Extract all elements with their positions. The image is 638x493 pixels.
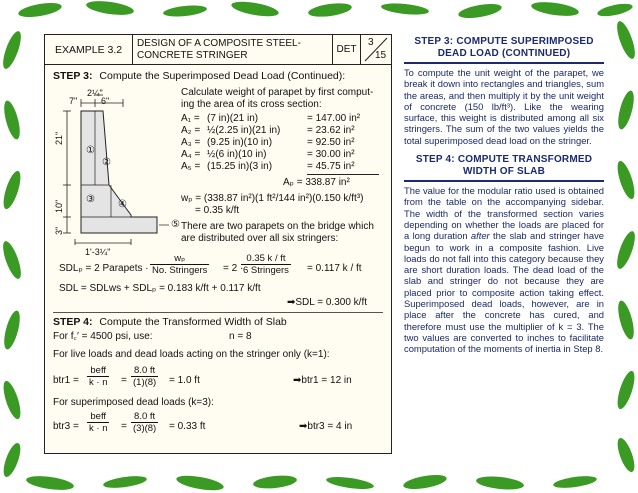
dim-10: 10" [54,199,64,213]
area-row-expr: ½(2.25 in)(21 in) [207,125,281,136]
area-row-label: A₂ = [181,125,201,136]
step3-intro-1: Calculate weight of parapet by first comput- [181,87,374,98]
sdlp-denominator-2: 6 Stringers [243,265,289,276]
area-row-value: = 23.62 in² [307,125,355,136]
beff-numerator: beff [87,411,109,423]
region-label-4: ④ [118,199,127,210]
sdlp-lhs: SDLₚ = 2 Parapets · [59,263,149,274]
btr1-fraction-2 [131,365,158,388]
worksheet-header [45,35,391,65]
sidebar-heading-step3 [404,34,604,64]
sidebar-heading-step4-line1: STEP 4: COMPUTE TRANSFORMED [415,154,593,166]
commentary-sidebar [404,34,604,454]
step4-heading [53,316,287,328]
dim-top-b: 7" [69,96,78,106]
area-row-value: = 147.00 in² [307,113,361,124]
step3-label: STEP 3: [53,70,93,82]
parapet-cross-section-diagram [51,85,171,245]
area-row-expr: ½(6 in)(10 in) [207,149,267,160]
sdlp-mid: = 2 · [223,263,244,274]
sdl-sum-line: SDL = SDLws + SDLₚ = 0.183 k/ft + 0.117 k/ft [59,283,261,294]
btr3-label: btr3 = [53,421,79,432]
parapet-para-2: are distributed over all six stringers: [181,233,339,244]
parapet-weight-line-2: = 0.35 k/ft [195,205,240,216]
region-label-3: ③ [86,194,95,205]
leaf-border-bottom [0,469,638,493]
parapet-weight-line-1: wₚ = (338.87 in²)(1 ft²/144 in²)(0.150 k/ft³) [181,193,364,204]
sdlp-fraction-1 [150,253,209,276]
sidebar-heading-step3-line2: DEAD LOAD (CONTINUED) [437,48,571,59]
btr1-numerator: 8.0 ft [131,365,158,377]
btr1-result: = 1.0 ft [169,375,200,386]
dim-top-c: 6" [101,96,110,106]
btr3-final: ➡btr3 = 4 in [299,421,353,432]
btr1-final: ➡btr1 = 12 in [293,375,352,386]
section-divider [53,312,383,313]
area-row-expr: (15.25 in)(3 in) [207,161,273,172]
page-number: 3 [368,37,374,48]
sidebar-p2-emphasis: after [470,230,490,242]
title-line-1: DESIGN OF A COMPOSITE STEEL- [137,37,301,49]
btr1-fraction-1 [87,365,109,388]
step3-heading [53,70,345,82]
area-row-label: A₃ = [181,137,201,148]
page-total: 15 [375,50,387,61]
area-row-expr: (7 in)(21 in) [207,113,259,124]
kn-denominator: k · n [89,423,108,434]
leaf-border-right [608,0,638,493]
page-indicator [361,35,391,64]
sdlp-fraction-2 [241,253,291,276]
area-row-label: A₅ = [181,161,201,172]
sidebar-heading-step3-line1: STEP 3: COMPUTE SUPERIMPOSED [414,36,594,47]
region-label-5: ⑤ [171,219,180,230]
area-row-label: A₄ = [181,149,201,160]
btr1-denominator: (1)(8) [133,377,157,388]
area-row-label: A₁ = [181,113,200,124]
sidebar-paragraph-step4 [404,185,604,354]
area-total: Aₚ = 338.87 in² [283,177,350,188]
area-row-expr: (9.25 in)(10 in) [207,137,273,148]
modular-ratio: n = 8 [229,331,252,342]
dim-top-a: 2¼" [87,88,103,98]
area-row-value: = 92.50 in² [307,137,355,148]
sdlp-numerator-1: wₚ [150,253,209,265]
btr3-denominator: (3)(8) [133,423,157,434]
region-label-2: ② [102,157,111,168]
area-row-value: = 45.75 in² [307,161,355,172]
sdlp-denominator-1: No. Stringers [152,265,208,276]
dim-21: 21" [54,131,64,145]
worksheet-panel [44,34,392,454]
btr3-equals: = [121,421,127,432]
author-initials: DET [333,35,361,64]
parapet-para-1: There are two parapets on the bridge which [181,221,374,232]
sidebar-heading-step4-line2: WIDTH OF SLAB [462,166,546,178]
btr3-fraction-2 [131,411,158,434]
area-sum-rule [307,174,379,175]
live-load-line: For live loads and dead loads acting on the stringer only (k=1): [53,349,330,360]
sidebar-p2-part-a: The value for the modular ratio used is obtained from the table on the accompanying sidebar. The width of the transformed section varies depending on whether the loads are placed for a long duration [404,185,604,242]
title-line-2: CONCRETE STRINGER [137,49,248,61]
btr3-result: = 0.33 ft [169,421,206,432]
sdl-result: ➡SDL = 0.300 k/ft [287,297,367,308]
step3-intro-2: ing the area of its cross section: [181,99,322,110]
sdlp-result: = 0.117 k / ft [307,263,362,274]
dim-bottom: 1'-3¼" [85,247,111,257]
kn-denominator: k · n [89,377,108,388]
btr3-fraction-1 [87,411,109,434]
sidebar-paragraph-step3: To compute the unit weight of the parapet, we break it down into rectangles and triangles, sum the areas, and then multiply it by the unit weight of concrete (150 lb/ft³). Like the wearing surface, this weight is distributed among all six stringers. The sum of the two values yields the total superimposed dead load on the stringer. [404,67,604,146]
leaf-border-top [0,0,638,24]
superimposed-line: For superimposed dead loads (k=3): [53,397,214,408]
step3-heading-text: Compute the Superimposed Dead Load (Continued): [99,70,346,82]
example-title [133,35,333,64]
sidebar-heading-step4 [404,152,604,182]
fc-line: For f꜀′ = 4500 psi, use: [53,331,153,342]
beff-numerator: beff [87,365,109,377]
example-number: EXAMPLE 3.2 [45,35,133,64]
step4-label: STEP 4: [53,316,93,328]
step4-heading-text: Compute the Transformed Width of Slab [99,316,287,328]
sdlp-numerator-2: 0.35 k / ft [241,253,291,265]
area-row-value: = 30.00 in² [307,149,355,160]
btr1-equals: = [121,375,127,386]
dim-3: 3" [54,226,64,235]
sidebar-p2-part-b: the slab and stringer have begun to work in a composite fashion. Live loads do not fall into this category because they are short duration loads. The dead load of the slab and stringer do not because they are placed prior to composite action taking effect. Superimposed dead loads, however, are in place after the concrete has cured, and therefore must use the multiplier of k = 3. The two values are converted to inches to facilitate computation of the moments of inertia in Step 8. [404,230,604,355]
btr3-numerator: 8.0 ft [131,411,158,423]
leaf-border-left [0,0,30,493]
region-label-1: ① [86,145,95,156]
btr1-label: btr1 = [53,375,79,386]
